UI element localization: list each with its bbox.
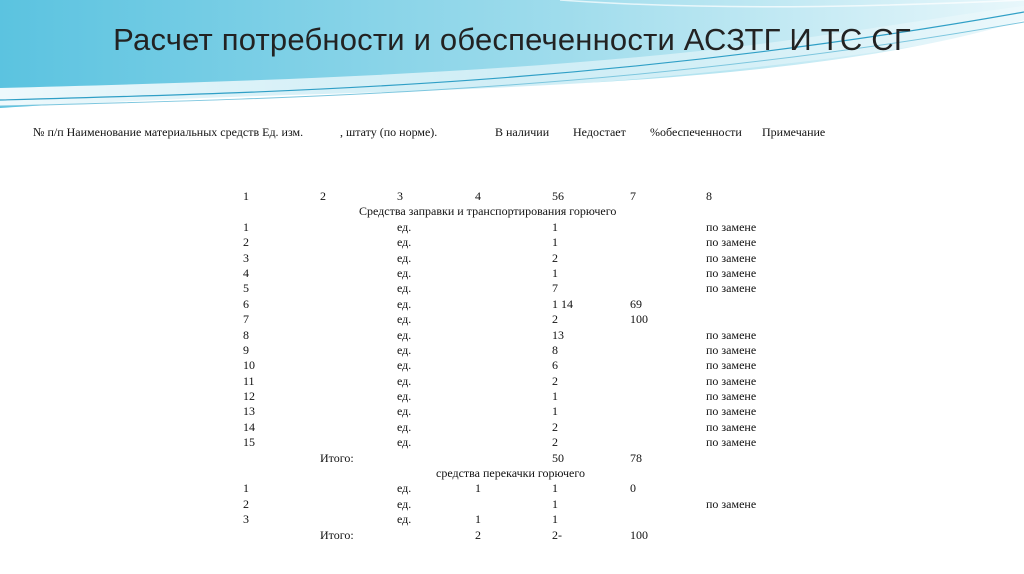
section-title-pumping: средства перекачки горючего — [436, 466, 585, 481]
table-row — [0, 512, 1024, 527]
table-row — [0, 312, 1024, 327]
row-note: по замене — [706, 419, 757, 434]
row-unit: ед. — [397, 419, 412, 434]
row-unit: ед. — [397, 219, 412, 234]
row-note: по замене — [706, 342, 757, 357]
row-number: 10 — [243, 358, 255, 373]
row-unit: ед. — [397, 481, 412, 496]
row-number: 12 — [243, 389, 255, 404]
row-unit: ед. — [397, 281, 412, 296]
row-unit: ед. — [397, 373, 412, 388]
section-title-fueling: Средства заправки и транспортирования горючего — [359, 204, 617, 219]
table-row — [0, 266, 1024, 281]
total-col4: 2 — [475, 527, 481, 542]
row-number: 2 — [243, 496, 249, 511]
table-row — [0, 404, 1024, 419]
table-row — [0, 251, 1024, 266]
row-col5: 1 — [552, 404, 558, 419]
row-col5: 1 — [552, 219, 558, 234]
slide-title: Расчет потребности и обеспеченности АСЗТГ И ТС СГ — [113, 22, 911, 57]
header-provision-percent: %обеспеченности — [650, 125, 742, 139]
row-note: по замене — [706, 358, 757, 373]
row-col5: 13 — [552, 327, 564, 342]
data-table — [0, 189, 1024, 543]
table-row — [0, 481, 1024, 496]
header-shortage: Недостает — [573, 125, 626, 139]
row-number: 1 — [243, 219, 249, 234]
column-number: 7 — [630, 189, 636, 203]
row-col7: 69 — [630, 296, 642, 311]
row-number: 3 — [243, 250, 249, 265]
row-note: по замене — [706, 435, 757, 450]
row-number: 9 — [243, 342, 249, 357]
row-number: 13 — [243, 404, 255, 419]
row-unit: ед. — [397, 265, 412, 280]
row-note: по замене — [706, 281, 757, 296]
row-col5: 1 — [552, 235, 558, 250]
row-number: 8 — [243, 327, 249, 342]
total-col5: 50 — [552, 450, 564, 465]
table-row — [0, 235, 1024, 250]
row-note: по замене — [706, 496, 757, 511]
row-note: по замене — [706, 219, 757, 234]
row-note: по замене — [706, 235, 757, 250]
row-number: 5 — [243, 281, 249, 296]
total-label: Итого: — [320, 527, 354, 542]
column-number: 56 — [552, 189, 564, 203]
row-col5: 2 — [552, 373, 558, 388]
row-col5: 1 — [552, 481, 558, 496]
section-title-row — [0, 466, 1024, 481]
header-note: Примечание — [762, 125, 826, 139]
row-col5: 1 — [552, 512, 558, 527]
header-item-name-unit: № п/п Наименование материальных средств Ед. изм. — [33, 125, 304, 139]
total-row — [0, 528, 1024, 543]
row-unit: ед. — [397, 235, 412, 250]
row-col5: 7 — [552, 281, 558, 296]
row-col4: 1 — [475, 512, 481, 527]
row-unit: ед. — [397, 404, 412, 419]
total-row — [0, 451, 1024, 466]
table-row — [0, 497, 1024, 512]
row-note: по замене — [706, 327, 757, 342]
row-col5: 2 — [552, 312, 558, 327]
row-unit: ед. — [397, 342, 412, 357]
row-number: 3 — [243, 512, 249, 527]
row-col5: 1 — [552, 265, 558, 280]
total-col7: 100 — [630, 527, 648, 542]
row-unit: ед. — [397, 512, 412, 527]
table-row — [0, 389, 1024, 404]
row-col5: 1 — [552, 496, 558, 511]
table-row — [0, 281, 1024, 296]
header-available: В наличии — [495, 125, 550, 139]
row-number: 15 — [243, 435, 255, 450]
row-unit: ед. — [397, 435, 412, 450]
table-row — [0, 374, 1024, 389]
total-label: Итого: — [320, 450, 354, 465]
row-number: 7 — [243, 312, 249, 327]
row-note: по замене — [706, 250, 757, 265]
column-number: 8 — [706, 189, 712, 203]
row-col5: 1 14 — [552, 296, 573, 311]
row-col5: 2 — [552, 250, 558, 265]
row-number: 4 — [243, 265, 249, 280]
table-row — [0, 435, 1024, 450]
column-number: 2 — [320, 189, 326, 203]
row-col5: 8 — [552, 342, 558, 357]
row-col5: 6 — [552, 358, 558, 373]
table-row — [0, 343, 1024, 358]
column-number-row — [0, 189, 1024, 204]
row-col5: 2 — [552, 419, 558, 434]
row-note: по замене — [706, 265, 757, 280]
row-unit: ед. — [397, 312, 412, 327]
row-unit: ед. — [397, 389, 412, 404]
section-title-row — [0, 204, 1024, 219]
row-col7: 0 — [630, 481, 636, 496]
table-row — [0, 358, 1024, 373]
row-number: 14 — [243, 419, 255, 434]
row-note: по замене — [706, 389, 757, 404]
row-note: по замене — [706, 404, 757, 419]
row-col5: 1 — [552, 389, 558, 404]
row-unit: ед. — [397, 327, 412, 342]
row-unit: ед. — [397, 296, 412, 311]
table-row — [0, 420, 1024, 435]
table-row — [0, 297, 1024, 312]
row-unit: ед. — [397, 358, 412, 373]
row-col4: 1 — [475, 481, 481, 496]
header-wave-decoration — [0, 0, 1024, 120]
row-unit: ед. — [397, 496, 412, 511]
row-number: 2 — [243, 235, 249, 250]
total-col5: 2- — [552, 527, 562, 542]
row-number: 11 — [243, 373, 255, 388]
column-number: 4 — [475, 189, 481, 203]
row-unit: ед. — [397, 250, 412, 265]
total-col7: 78 — [630, 450, 642, 465]
table-row — [0, 220, 1024, 235]
header-by-staff: , штату (по норме). — [340, 125, 438, 139]
row-col7: 100 — [630, 312, 648, 327]
row-number: 6 — [243, 296, 249, 311]
table-row — [0, 328, 1024, 343]
column-number: 1 — [243, 189, 249, 203]
row-note: по замене — [706, 373, 757, 388]
column-number: 3 — [397, 189, 403, 203]
row-number: 1 — [243, 481, 249, 496]
row-col5: 2 — [552, 435, 558, 450]
